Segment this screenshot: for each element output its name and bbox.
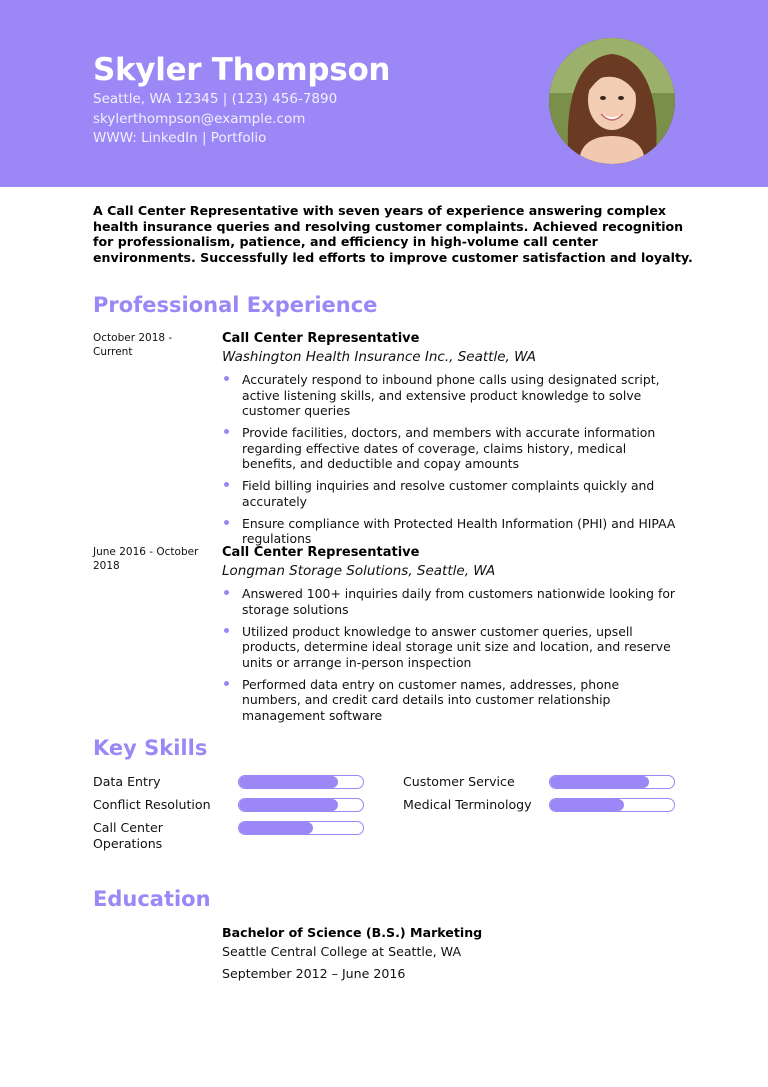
job-1-bullets	[222, 372, 677, 553]
education-heading: Education	[93, 887, 211, 911]
job-2-company: Longman Storage Solutions, Seattle, WA	[222, 563, 496, 579]
profile-photo	[549, 38, 675, 164]
skill-bar	[549, 775, 675, 789]
skill-label: Conflict Resolution	[93, 797, 211, 812]
professional-summary: A Call Center Representative with seven years of experience answering complex health insurance queries and resolving customer complaints. Achieved recognition for professionalism, patience, and efficiency in high-volume call center environments. Successfully led efforts to improve customer satisfaction and loyalty.	[93, 203, 693, 266]
list-item: Field billing inquiries and resolve customer complaints quickly and accurately	[222, 478, 677, 509]
skills-heading: Key Skills	[93, 736, 208, 760]
skill-fill	[239, 822, 313, 834]
job-1-date: October 2018 - Current	[93, 332, 173, 358]
web-links[interactable]: WWW: LinkedIn | Portfolio	[93, 130, 267, 146]
job-1-title: Call Center Representative	[222, 331, 420, 346]
skill-fill	[239, 776, 338, 788]
skill-label: Customer Service	[403, 774, 515, 789]
list-item: Answered 100+ inquiries daily from customers nationwide looking for storage solutions	[222, 586, 677, 617]
skill-bar	[238, 775, 364, 789]
header-banner	[0, 0, 768, 187]
job-2-date: June 2016 - October 2018	[93, 546, 199, 572]
skill-bar	[238, 798, 364, 812]
skill-fill	[239, 799, 338, 811]
skill-label: Data Entry	[93, 774, 161, 789]
list-item: Accurately respond to inbound phone calls using designated script, active listening skills, and extensive product knowledge to solve customer queries	[222, 372, 677, 419]
list-item: Ensure compliance with Protected Health Information (PHI) and HIPAA regulations	[222, 516, 677, 547]
job-2-title: Call Center Representative	[222, 545, 420, 560]
skill-fill	[550, 776, 649, 788]
list-item: Utilized product knowledge to answer customer queries, upsell products, determine ideal storage unit size and location, and reserve units or arrange in-person inspection	[222, 624, 677, 671]
skill-fill	[550, 799, 624, 811]
skill-bar	[549, 798, 675, 812]
list-item: Provide facilities, doctors, and members with accurate information regarding effective dates of coverage, claims history, medical benefits, and deductible and copay amounts	[222, 425, 677, 472]
candidate-name: Skyler Thompson	[93, 52, 391, 88]
address-phone: Seattle, WA 12345 | (123) 456-7890	[93, 91, 338, 107]
skill-label: Call Center Operations	[93, 820, 163, 851]
skill-label: Medical Terminology	[403, 797, 532, 812]
education-school: Seattle Central College at Seattle, WA	[222, 944, 462, 959]
email-link[interactable]: skylerthompson@example.com	[93, 111, 306, 127]
job-2-bullets	[222, 586, 677, 730]
job-1-company: Washington Health Insurance Inc., Seattle, WA	[222, 349, 537, 365]
experience-heading: Professional Experience	[93, 293, 378, 317]
skill-bar	[238, 821, 364, 835]
list-item: Performed data entry on customer names, addresses, phone numbers, and credit card details into customer relationship management software	[222, 677, 677, 724]
education-degree: Bachelor of Science (B.S.) Marketing	[222, 925, 483, 940]
education-dates: September 2012 – June 2016	[222, 966, 406, 981]
